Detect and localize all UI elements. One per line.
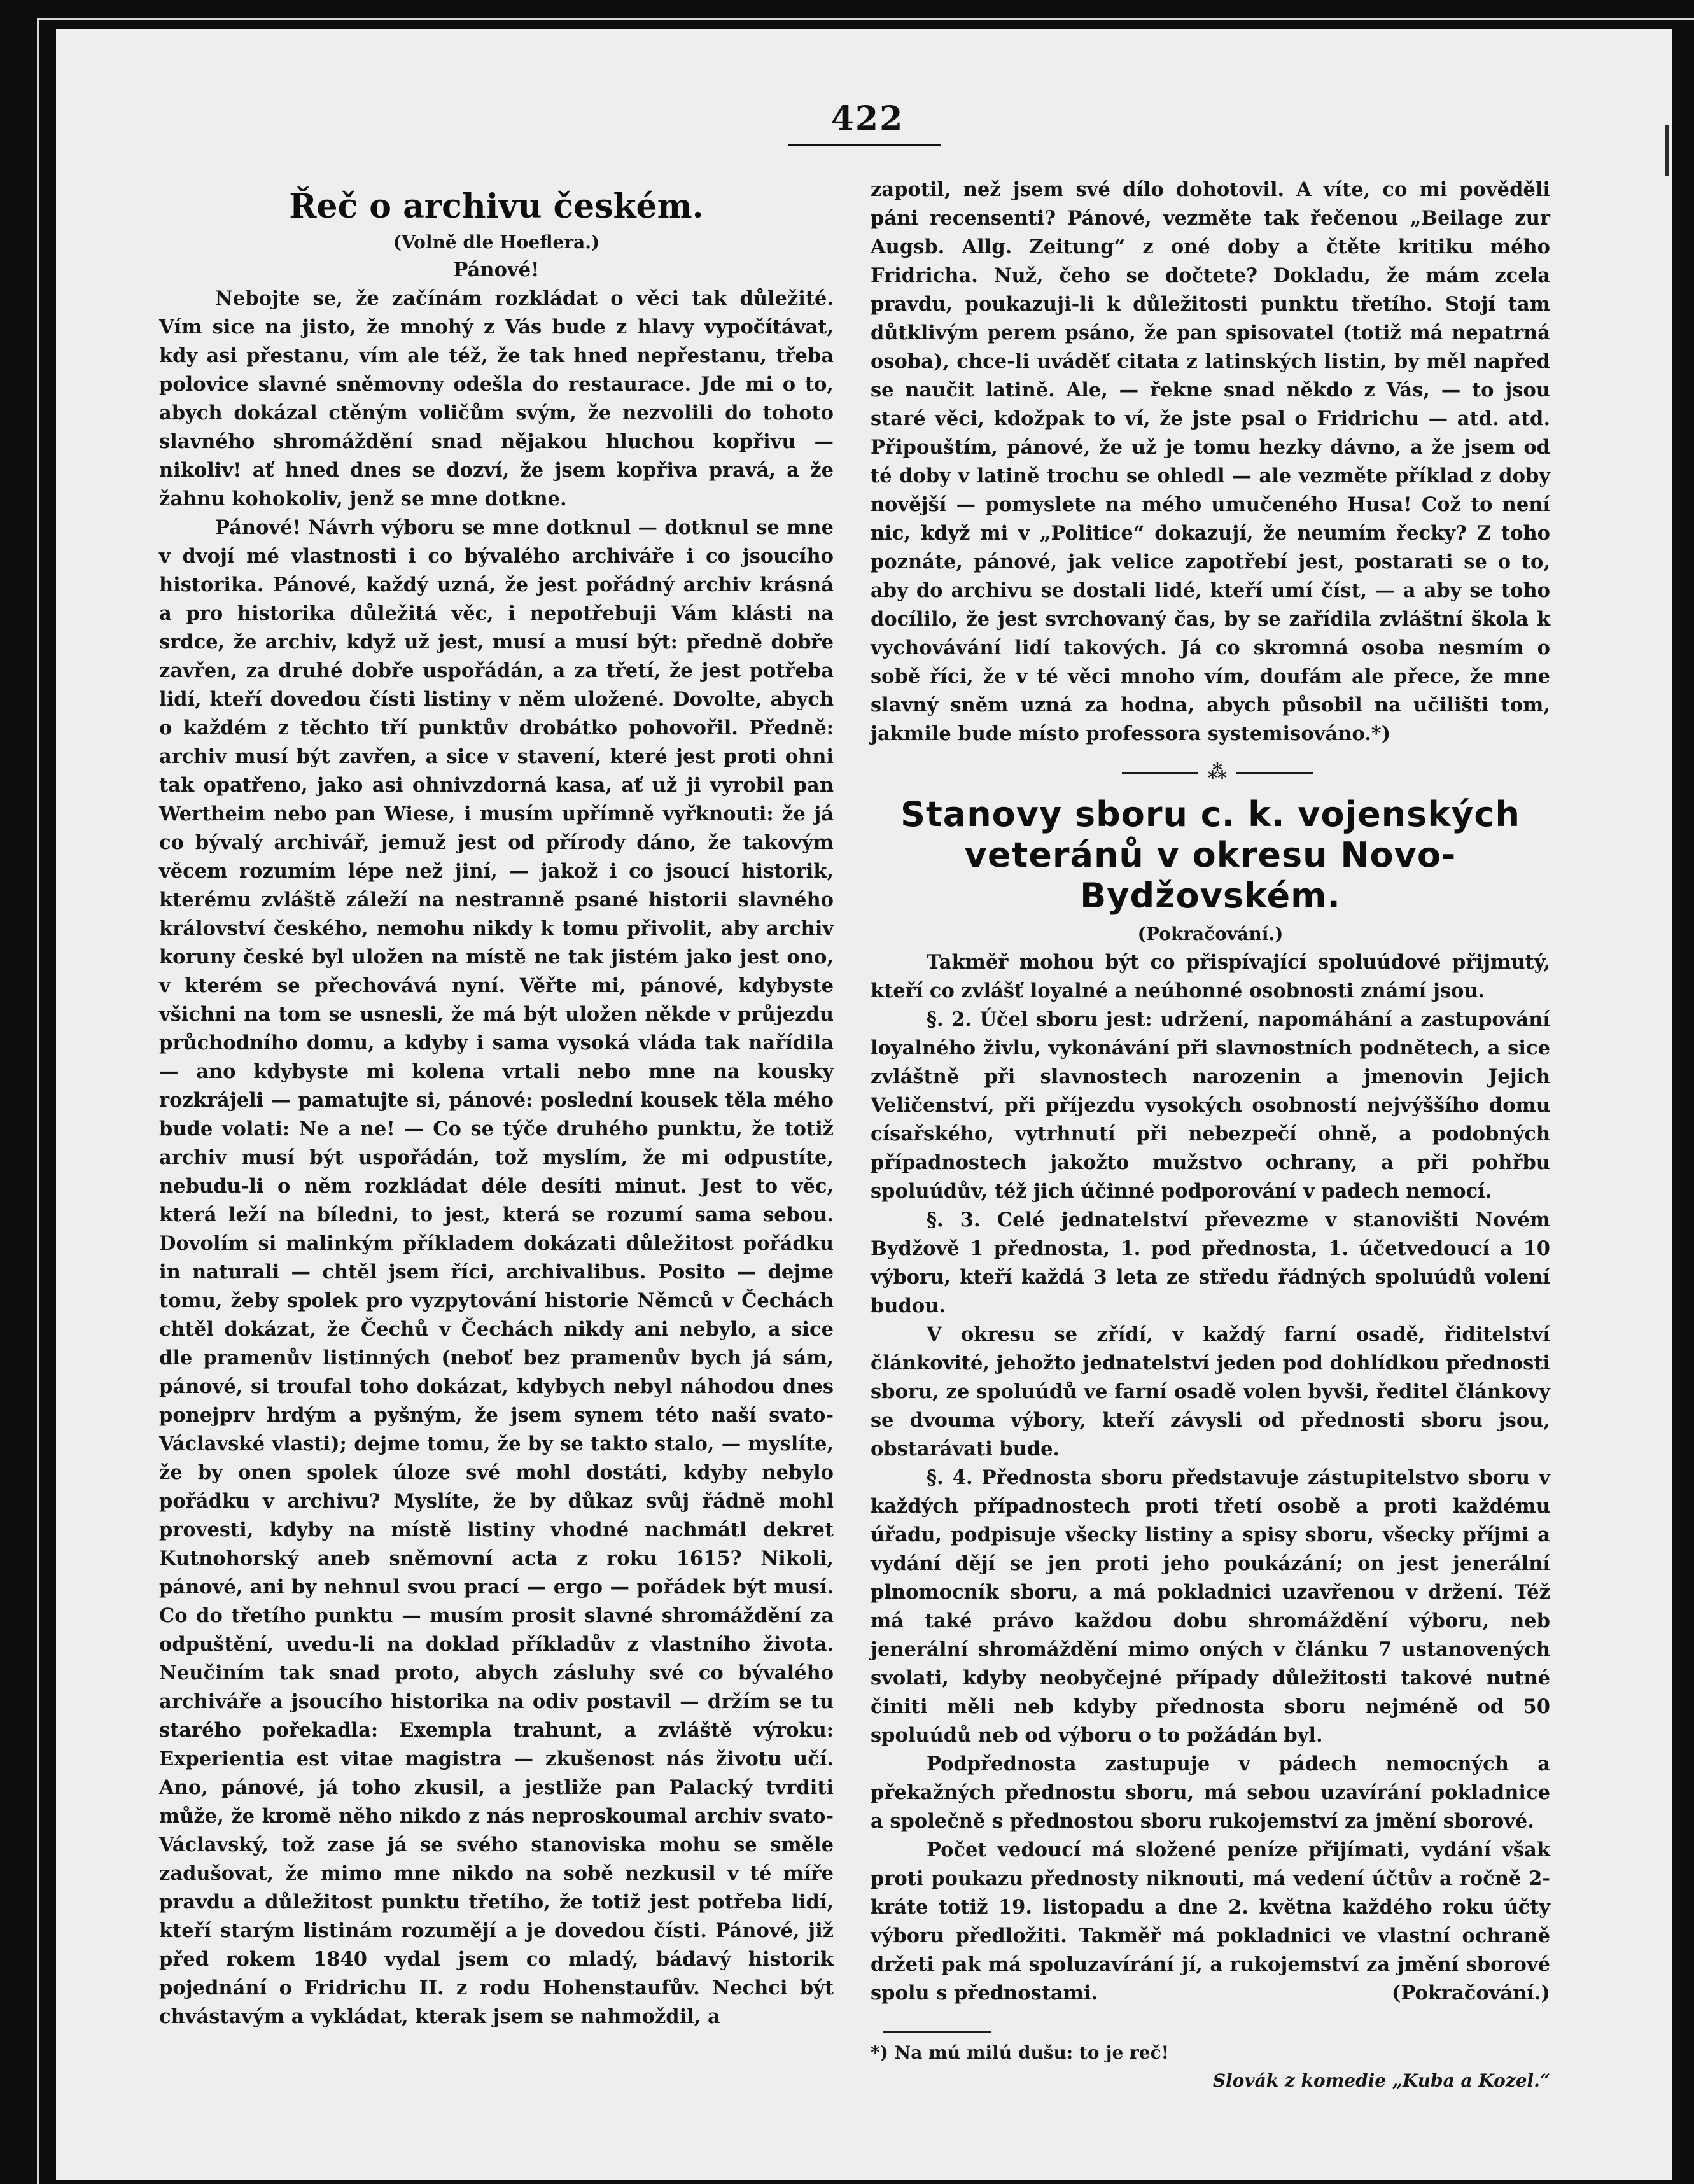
footnote: *) Na mú milú dušu: to je reč! — [871, 2042, 1169, 2063]
page-edge-mark — [1665, 125, 1669, 176]
section-paragraph: Podpřednosta zastupuje v pádech nemocných a překažných přednostu sboru, má sebou uzavírání pokladnice a společně s přednostou sboru rukojemství za jmění sborové. — [871, 1753, 1550, 1833]
section-paragraph-text: Počet vedoucí má složené peníze přijímati, vydání však proti poukazu přednosty niknouti, má vedení účtův a ročně 2-kráte totiž 19. listopadu a dne 2. května každého roku účty výboru předložiti. Takměř má pokladnici ve vlastní ochraně držeti pak má spoluzavírání jí, a rukojemství za jmění sborové spolu s přednostami. — [871, 1838, 1550, 2005]
footnote-source: Slovák z komedie „Kuba a Kozel.“ — [1212, 2070, 1550, 2091]
footnote-rule — [883, 2031, 991, 2033]
divider-rule-right — [1236, 772, 1313, 774]
article-continuation: zapotil, než jsem své dílo dohotovil. A víte, co mi pověděli páni recensenti? Pánové, vezměte tak řečenou „Beilage zur Augsb. Allg. Zeitung“ z oné doby a čtěte kritiku mého Fridricha. Nuž, čeho se dočtete? Dokladu, že mám zcela pravdu, poukazuji-li k důležitosti punktu třetího. Stojí tam důtklivým perem psáno, že pan spisovatel (totiž má nepatrná osoba), chce-li uváděť citata z latinských listin, by měl napřed se naučit latině. Ale, — řekne snad někdo z Vás, — to jsou staré věci, kdožpak to ví, že jste psal o Fridrichu — atd. atd. Připouštím, pánové, že už je tomu hezky dávno, a že jsem od té doby v latině trochu se ohledl — ale vezměte příklad z doby novější — pomyslete na mého umučeného Husa! Což to není nic, když mi v „Politice“ dokazují, že neumím řecky? Z toho poznáte, pánové, jak velice zapotřebí jest, postarati se o to, aby do archivu se dostali lidé, kteří umí číst, — a aby se toho docílilo, že jest svrchovaný čas, by se zařídila zvláštní škola k vychovávání lidí takových. Já co skromná osoba nesmím o sobě říci, že v té věci mnoho vím, doufám ale přece, že mne slavný sněm uzná za hodna, abych působil na učilišti tom, jakmile bude místo professora systemisováno.*) — [871, 178, 1550, 745]
section-paragraph: Takměř mohou být co přispívající spoluúdové přijmutý, kteří co zvlášť loyalné a neúhonné osobnosti známí jsou. — [871, 951, 1550, 1002]
divider-rule-left — [1122, 772, 1198, 774]
continued-note: (Pokračování.) — [1137, 923, 1284, 944]
article-title: Řeč o archivu českém. — [289, 187, 704, 226]
article-paragraph: Pánové! Návrh výboru se mne dotknul — dotknul se mne v dvojí mé vlastnosti i co bývalého archiváře i co jsoucího historika. Pánové, každý uzná, že jest pořádný archiv krásná a pro historika důležitá věc, i nepotřebuji Vám klásti na srdce, že archiv, když už jest, musí a musí být: předně dobře zavřen, za druhé dobře uspořádán, a za třetí, že jest potřeba lidí, kteří dovedou čísti listiny v něm uložené. Dovolte, abych o každém z těchto tří punktův drobátko pohovořil. Předně: archiv musí být zavřen, a sice v stavení, které jest proti ohni tak opatřeno, jako asi ohnivzdorná kasa, ať už ji vyrobil pan Wertheim nebo pan Wiese, i musím upřímně vyřknouti: že já co bývalý archivář, jemuž jest od přírody dáno, že takovým věcem rozumím lépe než jiní, — jakož i co jsoucí historik, kterému zvláště záleží na nestranně psané historii slavného království českého, nemohu nikdy k tomu přivolit, aby archiv koruny české byl uložen na místě ne tak jistém jako jest ono, v kterém se přechovává nyní. Věřte mi, pánové, kdybyste všichni na tom se usnesli, že má být uložen někde v průjezdu průchodního domu, a kdyby i sama vysoká vláda tak nařídila — ano kdybyste mi kolena vrtali nebo mne na kousky rozkrájeli — pamatujte si, pánové: poslední kousek těla mého bude volati: Ne a ne! — Co se týče druhého punktu, že totiž archiv musí být uspořádán, tož myslím, že mi odpustíte, nebudu-li o něm rozkládat déle desíti minut. Jest to věc, která leží na bíledni, to jest, která se rozumí sama sebou. Dovolím si malinkým příkladem dokázati důležitost pořádku in naturali — chtěl jsem říci, archivalibus. Posito — dejme tomu, žeby spolek pro vyzpytování historie Němců v Čechách chtěl dokázat, že Čechů v Čechách nikdy ani nebylo, a sice dle pramenův listinných (neboť bez pramenův bych já sám, pánové, si troufal toho dokázat, kdybych nebyl náhodou dnes ponejprv hrdým a pyšným, že jsem synem této naší svato-Václavské vlasti); dejme tomu, že by se takto stalo, — myslíte, že by onen spolek úloze své mohl dostáti, kdyby nebylo pořádku v archivu? Myslíte, že by důkaz svůj řádně mohl provesti, kdyby na místě listiny vhodné nachmátl dekret Kutnohorský aneb sněmovní acta z roku 1615? Nikoli, pánové, ani by nehnul svou prací — ergo — pořádek být musí. Co do třetího punktu — musím prosit slavné shromáždění za odpuštění, uvedu-li na doklad příkladův z vlastního života. Neučiním tak snad proto, abych zásluhy své co bývalého archiváře a jsoucího historika na odiv postavil — držím se tu starého pořekadla: Exempla trahunt, a zvláště výroku: Experientia est vitae magistra — zkušenost nás životu učí. Ano, pánové, já toho zkusil, a jestliže pan Palacký tvrditi může, že kromě něho nikdo z nás neproskoumal archiv svato-Václavský, tož zase já se svého stanoviska mohu se směle zadušovat, že mimo mne nikdo na sobě nezkusil v té míře pravdu a důležitost punktu třetího, že totiž jest potřeba lidí, kteří starým listinám rozumějí a je dovedou čísti. Pánové, již před rokem 1840 vydal jsem co mladý, bádavý historik pojednání o Fridrichu II. z rodu Hohenstaufův. Nechci být chvástavým a vykládat, kterak jsem se nahmoždil, a — [159, 516, 834, 2028]
section-paragraph: V okresu se zřídí, v každý farní osadě, řiditelství článkovité, jehožto jednatelství jeden pod dohlídkou přednosti sboru, ze spoluúdů ve farní osadě volen byvši, ředitel článkovy se dvouma výbory, kteří závysli od přednosti sboru jsou, obstarávati bude. — [871, 1323, 1550, 1460]
section-paragraph: §. 2. Účel sboru jest: udržení, napomáhání a zastupování loyalného živlu, vykonávání při slavnostních podnětech, a sice zvláštně při slavnostech narozenin a jmenovin Jejich Veličenství, při příjezdu vysokých osobností nejvýššího domu císařského, vytrhnutí při nebezpečí ohně, a podobných případnostech jakožto mužstvo ochrany, a při pohřbu spoluúdův, též jich účinné podporování v padech nemocí. — [871, 1008, 1550, 1203]
left-column — [159, 176, 834, 2031]
section-title: Stanovy sboru c. k. vojenských veteránů v okresu Novo-Bydžovském. — [900, 794, 1520, 916]
article-paragraph: Nebojte se, že začínám rozkládat o věci tak důležité. Vím sice na jisto, že mnohý z Vás bude z hlavy vypočítávat, kdy asi přestanu, vím ale též, že tak hned nepřestanu, třeba polovice slavné sněmovny odešla do restaurace. Jde mi o to, abych dokázal ctěným voličům svým, že nezvolili do tohoto slavného shromáždění snad nějakou hluchou kopřivu — nikoliv! ať hned dnes se dozví, že jsem kopřiva pravá, a že žahnu kohokoliv, jenž se mne dotkne. — [159, 287, 834, 510]
end-continued-note: (Pokračování.) — [1391, 1982, 1550, 2005]
page-number: 422 — [830, 99, 904, 138]
article-salutation: Pánové! — [453, 258, 540, 281]
article-subtitle: (Volně dle Hoeflera.) — [393, 232, 600, 253]
page-number-underline — [788, 144, 941, 146]
section-paragraph: §. 3. Celé jednatelství převezme v stanovišti Novém Bydžově 1 přednosta, 1. pod přednosta, 1. účetvedoucí a 10 výboru, kteří každá 3 leta ze středu řádných spoluúdů volení budou. — [871, 1208, 1550, 1317]
right-column — [871, 176, 1550, 2095]
scan-border-left — [37, 18, 39, 2184]
section-paragraph: §. 4. Přednosta sboru představuje zástupitelstvo sboru v každých případnostech proti třetí osobě a proti každému úřadu, podpisuje všecky listiny a spisy sboru, všecky příjmi a vydání dějí se jen proti jeho poukázání; on jest jenerální plnomocník sboru, a má pokladnici uzavřenou v držení. Též má také právo každou dobu shromáždění výboru, neb jenerální shromáždění mimo oných v článku 7 ustanovených svolati, kdyby neobyčejné případy důležitosti takové nutné činiti měli neb kdyby přednosta sboru nejméně od 50 spoluúdů neb od výboru o to požádán byl. — [871, 1466, 1550, 1747]
scan-border-top — [37, 18, 1694, 20]
newspaper-page — [56, 29, 1672, 2180]
section-divider — [871, 759, 1550, 787]
fleuron-icon: ⁂ — [1207, 761, 1228, 783]
section-paragraph — [871, 1836, 1550, 2008]
